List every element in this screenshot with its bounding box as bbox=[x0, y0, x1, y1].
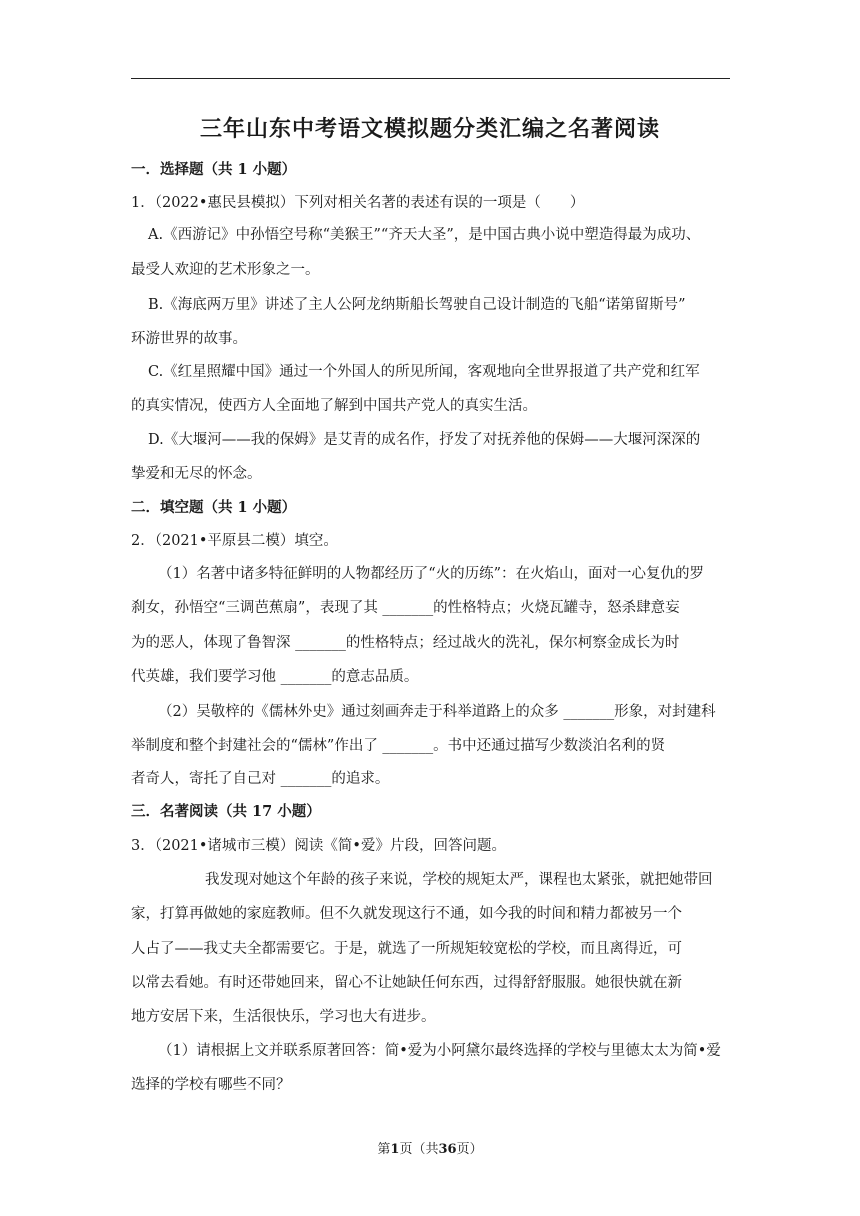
question-3-stem: 3．（2021•诸城市三模）阅读《简•爱》片段，回答问题。 bbox=[131, 838, 506, 854]
footer-prefix: 第 bbox=[377, 1142, 391, 1157]
q2-part1-line-3: 为的恶人，体现了鲁智深 _______的性格特点；经过战火的洗礼，保尔柯察金成长为时 bbox=[131, 635, 680, 651]
option-d-line-2: 挚爱和无尽的怀念。 bbox=[131, 466, 262, 482]
q2-part1-line-4: 代英雄，我们要学习他 _______的意志品质。 bbox=[131, 669, 419, 685]
q2-part2-line-3: 者奇人，寄托了自己对 _______的追求。 bbox=[131, 771, 390, 787]
page-footer bbox=[0, 1138, 860, 1157]
option-d-line-1: D.《大堰河——我的保姆》是艾青的成名作，抒发了对抚养他的保姆——大堰河深深的 bbox=[148, 432, 701, 448]
section-heading-fill: 二．填空题（共 1 小题） bbox=[131, 499, 297, 516]
section-heading-reading: 三．名著阅读（共 17 小题） bbox=[131, 803, 321, 820]
option-b-line-1: B.《海底两万里》讲述了主人公阿龙纳斯船长驾驶自己设计制造的飞船“诺第留斯号” bbox=[148, 297, 686, 313]
option-a-line-2: 最受人欢迎的艺术形象之一。 bbox=[131, 262, 320, 278]
header-rule bbox=[131, 78, 730, 79]
footer-total-pages: 36 bbox=[438, 1142, 457, 1157]
option-c-line-2: 的真实情况，使西方人全面地了解到中国共产党人的真实生活。 bbox=[131, 398, 537, 414]
option-b-line-2: 环游世界的故事。 bbox=[131, 331, 247, 347]
option-a-line-1: A.《西游记》中孙悟空号称“美猴王”“齐天大圣”，是中国古典小说中塑造得最为成功、 bbox=[148, 227, 701, 243]
passage-line-4: 以常去看她。有时还带她回来，留心不让她缺任何东西，过得舒舒服服。她很快就在新 bbox=[131, 975, 682, 991]
document-title: 三年山东中考语文模拟题分类汇编之名著阅读 bbox=[199, 116, 660, 142]
section-heading-choice: 一．选择题（共 1 小题） bbox=[131, 161, 297, 178]
option-c-line-1: C.《红星照耀中国》通过一个外国人的所见所闻，客观地向全世界报道了共产党和红军 bbox=[148, 364, 700, 380]
q2-part1-line-2: 刹女，孙悟空“三调芭蕉扇”，表现了其 _______的性格特点；火烧瓦罐寺，怒杀肆意妄 bbox=[131, 600, 680, 616]
footer-page-number: 1 bbox=[390, 1142, 400, 1157]
passage-line-3: 人占了——我丈夫全都需要它。于是，就选了一所规矩较宽松的学校，而且离得近，可 bbox=[131, 941, 682, 957]
passage-line-1: 我发现对她这个年龄的孩子来说，学校的规矩太严，课程也太紧张，就把她带回 bbox=[205, 872, 713, 888]
passage-line-2: 家，打算再做她的家庭教师。但不久就发现这行不通，如今我的时间和精力都被另一个 bbox=[131, 906, 682, 922]
footer-middle: 页（共 bbox=[399, 1142, 439, 1157]
q2-part1-line-1: （1）名著中诸多特征鲜明的人物都经历了“火的历练”：在火焰山，面对一心复仇的罗 bbox=[158, 566, 705, 582]
question-1-stem: 1．（2022•惠民县模拟）下列对相关名著的表述有误的一项是（ ） bbox=[131, 195, 585, 211]
q3-part1-line-1: （1）请根据上文并联系原著回答：简•爱为小阿黛尔最终选择的学校与里德太太为简•爱 bbox=[158, 1043, 721, 1059]
q2-part2-line-1: （2）吴敬梓的《儒林外史》通过刻画奔走于科举道路上的众多 _______形象，对封建科 bbox=[158, 704, 716, 720]
q3-part1-line-2: 选择的学校有哪些不同？ bbox=[131, 1077, 291, 1093]
footer-suffix: 页） bbox=[456, 1142, 483, 1157]
question-2-stem: 2．（2021•平原县二模）填空。 bbox=[131, 533, 338, 549]
passage-line-5: 地方安居下来，生活很快乐，学习也大有进步。 bbox=[131, 1009, 436, 1025]
q2-part2-line-2: 举制度和整个封建社会的“儒林”作出了 _______。书中还通过描写少数淡泊名利的贤 bbox=[131, 738, 666, 754]
